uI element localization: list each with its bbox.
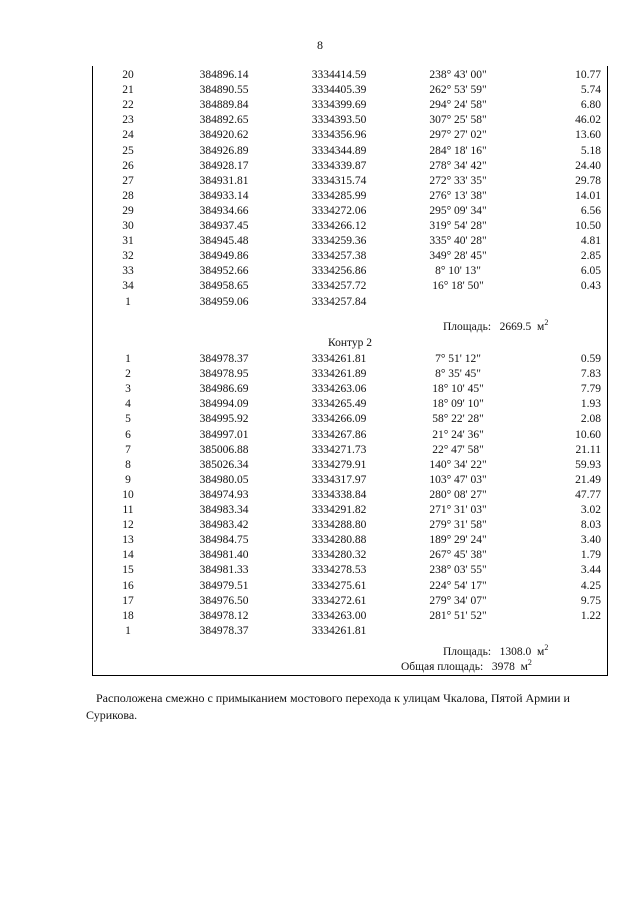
segment-length: 24.40 (575, 159, 601, 172)
y-coordinate: 3334315.74 (311, 174, 367, 187)
segment-length: 1.79 (580, 549, 601, 562)
x-coordinate: 384958.65 (199, 280, 249, 293)
y-coordinate: 3334356.96 (311, 129, 367, 142)
x-coordinate: 384983.42 (199, 519, 249, 532)
table-row (93, 204, 607, 218)
y-coordinate: 3334257.72 (311, 280, 367, 293)
direction-angle: 297° 27' 02" (429, 129, 487, 142)
table-row (93, 473, 607, 487)
direction-angle: 262° 53' 59" (429, 84, 487, 97)
point-number: 6 (125, 428, 131, 441)
total-area-label: Общая площадь: (401, 661, 484, 673)
segment-length: 10.77 (575, 69, 601, 81)
point-number: 1 (125, 295, 131, 308)
x-coordinate: 384926.89 (199, 144, 249, 157)
segment-length: 9.75 (580, 594, 601, 607)
x-coordinate: 384896.14 (199, 69, 249, 81)
segment-length: 1.93 (580, 398, 601, 411)
y-coordinate: 3334288.80 (311, 519, 367, 532)
area-unit-exp: 2 (544, 643, 549, 653)
point-number: 23 (122, 114, 134, 127)
segment-length: 6.05 (580, 265, 601, 278)
y-coordinate: 3334261.81 (311, 624, 367, 637)
direction-angle: 267° 45' 38" (429, 549, 487, 562)
point-number: 24 (122, 129, 134, 142)
point-number: 9 (125, 473, 131, 486)
table-row (93, 428, 607, 442)
segment-length: 10.50 (575, 220, 601, 232)
x-coordinate: 384980.05 (199, 473, 249, 486)
table-row (93, 113, 607, 127)
direction-angle: 294° 24' 58" (429, 99, 487, 112)
point-number: 29 (122, 204, 134, 217)
table-row (93, 503, 607, 517)
direction-angle: 238° 43' 00" (429, 69, 487, 81)
y-coordinate: 3334267.86 (311, 428, 367, 441)
area-unit: м (537, 321, 545, 333)
segment-length: 0.59 (580, 353, 601, 365)
x-coordinate: 385006.88 (199, 443, 249, 456)
location-note: Расположена смежно с примыканием мостового перехода к улицам Чкалова, Пятой Армии и Сурикова. (86, 691, 570, 722)
y-coordinate: 3334266.12 (311, 220, 367, 232)
x-coordinate: 384978.37 (199, 624, 249, 637)
direction-angle: 319° 54' 28" (429, 220, 487, 232)
direction-angle: 7° 51' 12" (435, 353, 481, 365)
direction-angle: 18° 09' 10" (432, 398, 484, 411)
direction-angle: 279° 31' 58" (429, 519, 487, 532)
area-value: 1308.0 (499, 646, 532, 658)
direction-angle: 276° 13' 38" (429, 189, 487, 202)
point-number: 15 (122, 564, 134, 577)
area-value: 2669.5 (499, 321, 532, 333)
direction-angle: 278° 34' 42" (429, 159, 487, 172)
point-number: 18 (122, 609, 134, 622)
y-coordinate: 3334261.89 (311, 368, 367, 381)
table-row (93, 189, 607, 203)
direction-angle: 103° 47' 03" (429, 473, 487, 486)
segment-length: 7.83 (580, 368, 601, 381)
direction-angle: 307° 25' 58" (429, 114, 487, 127)
x-coordinate: 384978.95 (199, 368, 249, 381)
area-label: Площадь: (443, 321, 492, 333)
segment-length: 4.81 (580, 235, 601, 248)
direction-angle: 280° 08' 27" (429, 488, 487, 501)
page-number: 8 (317, 38, 323, 52)
point-number: 27 (122, 174, 134, 187)
direction-angle: 281° 51' 52" (429, 609, 487, 622)
segment-length: 14.01 (575, 189, 601, 202)
y-coordinate: 3334272.06 (311, 204, 367, 217)
x-coordinate: 384981.33 (199, 564, 249, 577)
segment-length: 4.25 (580, 579, 601, 592)
point-number: 17 (122, 594, 134, 607)
table-row (93, 174, 607, 188)
y-coordinate: 3334272.61 (311, 594, 367, 607)
point-number: 16 (122, 579, 134, 592)
y-coordinate: 3334257.84 (311, 295, 367, 308)
table-row (93, 352, 607, 366)
y-coordinate: 3334278.53 (311, 564, 367, 577)
point-number: 21 (122, 84, 134, 97)
point-number: 31 (122, 235, 134, 248)
point-number: 5 (125, 413, 131, 426)
x-coordinate: 384890.55 (199, 84, 249, 97)
table-row (93, 594, 607, 608)
x-coordinate: 384933.14 (199, 189, 249, 202)
x-coordinate: 384978.37 (199, 353, 249, 365)
x-coordinate: 384994.09 (199, 398, 249, 411)
y-coordinate: 3334344.89 (311, 144, 367, 157)
point-number: 22 (122, 99, 134, 112)
total-area (401, 660, 532, 674)
direction-angle: 279° 34' 07" (429, 594, 487, 607)
y-coordinate: 3334285.99 (311, 189, 367, 202)
direction-angle: 284° 18' 16" (429, 144, 487, 157)
segment-length: 21.49 (575, 473, 601, 486)
segment-length: 2.08 (580, 413, 601, 426)
segment-length: 7.79 (580, 383, 601, 396)
y-coordinate: 3334259.36 (311, 235, 367, 248)
x-coordinate: 384959.06 (199, 295, 249, 308)
table-row (93, 128, 607, 142)
y-coordinate: 3334405.39 (311, 84, 367, 97)
table-row (93, 382, 607, 396)
direction-angle: 58° 22' 28" (432, 413, 484, 426)
direction-angle: 16° 18' 50" (432, 280, 484, 293)
contour-2-area (443, 645, 548, 659)
x-coordinate: 384995.92 (199, 413, 249, 426)
y-coordinate: 3334266.09 (311, 413, 367, 426)
table-row (93, 264, 607, 278)
table-row (93, 367, 607, 381)
x-coordinate: 384981.40 (199, 549, 249, 562)
x-coordinate: 384976.50 (199, 594, 249, 607)
contour-2-title: Контур 2 (327, 337, 372, 349)
x-coordinate: 384979.51 (199, 579, 249, 592)
table-row (93, 234, 607, 248)
direction-angle: 8° 10' 13" (435, 265, 481, 278)
point-number: 10 (122, 488, 134, 501)
x-coordinate: 384974.93 (199, 488, 249, 501)
table-row (93, 609, 607, 623)
point-number: 28 (122, 189, 134, 202)
point-number: 20 (122, 69, 134, 81)
y-coordinate: 3334263.06 (311, 383, 367, 396)
table-row (93, 249, 607, 263)
y-coordinate: 3334261.81 (311, 353, 367, 365)
point-number: 3 (125, 383, 131, 396)
table-row (93, 563, 607, 577)
table-row (93, 412, 607, 426)
point-number: 12 (122, 519, 134, 532)
y-coordinate: 3334280.88 (311, 534, 367, 547)
segment-length: 6.56 (580, 204, 601, 217)
table-row (93, 458, 607, 472)
y-coordinate: 3334291.82 (311, 504, 367, 516)
table-row (93, 68, 607, 82)
table-row (93, 579, 607, 593)
coordinates-table-frame (92, 66, 608, 676)
y-coordinate: 3334279.91 (311, 458, 367, 471)
segment-length: 5.74 (580, 84, 601, 97)
segment-length: 5.18 (580, 144, 601, 157)
direction-angle: 22° 47' 58" (432, 443, 484, 456)
segment-length: 1.22 (580, 609, 601, 622)
x-coordinate: 384997.01 (199, 428, 249, 441)
segment-length: 3.02 (580, 504, 601, 516)
direction-angle: 8° 35' 45" (435, 368, 481, 381)
segment-length: 13.60 (575, 129, 601, 142)
x-coordinate: 384931.81 (199, 174, 249, 187)
x-coordinate: 384945.48 (199, 235, 249, 248)
y-coordinate: 3334257.38 (311, 250, 367, 263)
y-coordinate: 3334338.84 (311, 488, 367, 501)
area-unit: м (537, 646, 545, 658)
segment-length: 47.77 (575, 488, 601, 501)
y-coordinate: 3334280.32 (311, 549, 367, 562)
total-area-unit: м (520, 661, 528, 673)
table-row (93, 83, 607, 97)
direction-angle: 272° 33' 35" (429, 174, 487, 187)
y-coordinate: 3334317.97 (311, 473, 367, 486)
x-coordinate: 384920.62 (199, 129, 249, 142)
point-number: 14 (122, 549, 134, 562)
direction-angle: 18° 10' 45" (432, 383, 484, 396)
table-row (93, 533, 607, 547)
point-number: 1 (125, 353, 131, 365)
contour-1-area (443, 320, 548, 334)
direction-angle: 189° 29' 24" (429, 534, 487, 547)
total-area-unit-exp: 2 (527, 658, 532, 668)
y-coordinate: 3334339.87 (311, 159, 367, 172)
point-number: 1 (125, 624, 131, 637)
area-label: Площадь: (443, 646, 492, 658)
table-row (93, 443, 607, 457)
y-coordinate: 3334271.73 (311, 443, 367, 456)
y-coordinate: 3334414.59 (311, 69, 367, 81)
x-coordinate: 384928.17 (199, 159, 249, 172)
x-coordinate: 384889.84 (199, 99, 249, 112)
segment-length: 29.78 (575, 174, 601, 187)
x-coordinate: 384983.34 (199, 504, 249, 516)
y-coordinate: 3334393.50 (311, 114, 367, 127)
segment-length: 59.93 (575, 458, 601, 471)
segment-length: 3.40 (580, 534, 601, 547)
point-number: 25 (122, 144, 134, 157)
table-row (93, 397, 607, 411)
direction-angle: 349° 28' 45" (429, 250, 487, 263)
segment-length: 8.03 (580, 519, 601, 532)
point-number: 8 (125, 458, 131, 471)
x-coordinate: 384934.66 (199, 204, 249, 217)
table-row (93, 624, 607, 638)
y-coordinate: 3334399.69 (311, 99, 367, 112)
point-number: 32 (122, 250, 134, 263)
point-number: 2 (125, 368, 131, 381)
segment-length: 10.60 (575, 428, 601, 441)
table-row (93, 144, 607, 158)
area-unit-exp: 2 (544, 318, 549, 328)
x-coordinate: 384984.75 (199, 534, 249, 547)
direction-angle: 140° 34' 22" (429, 458, 487, 471)
y-coordinate: 3334256.86 (311, 265, 367, 278)
table-row (93, 548, 607, 562)
point-number: 33 (122, 265, 134, 278)
x-coordinate: 384952.66 (199, 265, 249, 278)
segment-length: 2.85 (580, 250, 601, 263)
x-coordinate: 384978.12 (199, 609, 249, 622)
y-coordinate: 3334275.61 (311, 579, 367, 592)
table-row (93, 488, 607, 502)
segment-length: 3.44 (580, 564, 601, 577)
segment-length: 6.80 (580, 99, 601, 112)
x-coordinate: 385026.34 (199, 458, 249, 471)
segment-length: 46.02 (575, 114, 601, 127)
point-number: 11 (122, 504, 134, 516)
table-row (93, 518, 607, 532)
point-number: 13 (122, 534, 134, 547)
direction-angle: 271° 31' 03" (429, 504, 487, 516)
segment-length: 0.43 (580, 280, 601, 293)
y-coordinate: 3334263.00 (311, 609, 367, 622)
x-coordinate: 384986.69 (199, 383, 249, 396)
point-number: 26 (122, 159, 134, 172)
point-number: 7 (125, 443, 131, 456)
direction-angle: 335° 40' 28" (429, 235, 487, 248)
y-coordinate: 3334265.49 (311, 398, 367, 411)
point-number: 4 (125, 398, 131, 411)
direction-angle: 21° 24' 36" (432, 428, 484, 441)
point-number: 30 (122, 220, 134, 232)
direction-angle: 224° 54' 17" (429, 579, 487, 592)
table-row (93, 219, 607, 233)
table-row (93, 279, 607, 293)
x-coordinate: 384949.86 (199, 250, 249, 263)
x-coordinate: 384892.65 (199, 114, 249, 127)
direction-angle: 238° 03' 55" (429, 564, 487, 577)
segment-length: 21.11 (575, 443, 601, 456)
x-coordinate: 384937.45 (199, 220, 249, 232)
table-row (93, 98, 607, 112)
point-number: 34 (122, 280, 134, 293)
table-row (93, 159, 607, 173)
total-area-value: 3978 (491, 661, 515, 673)
direction-angle: 295° 09' 34" (429, 204, 487, 217)
table-row (93, 295, 607, 309)
